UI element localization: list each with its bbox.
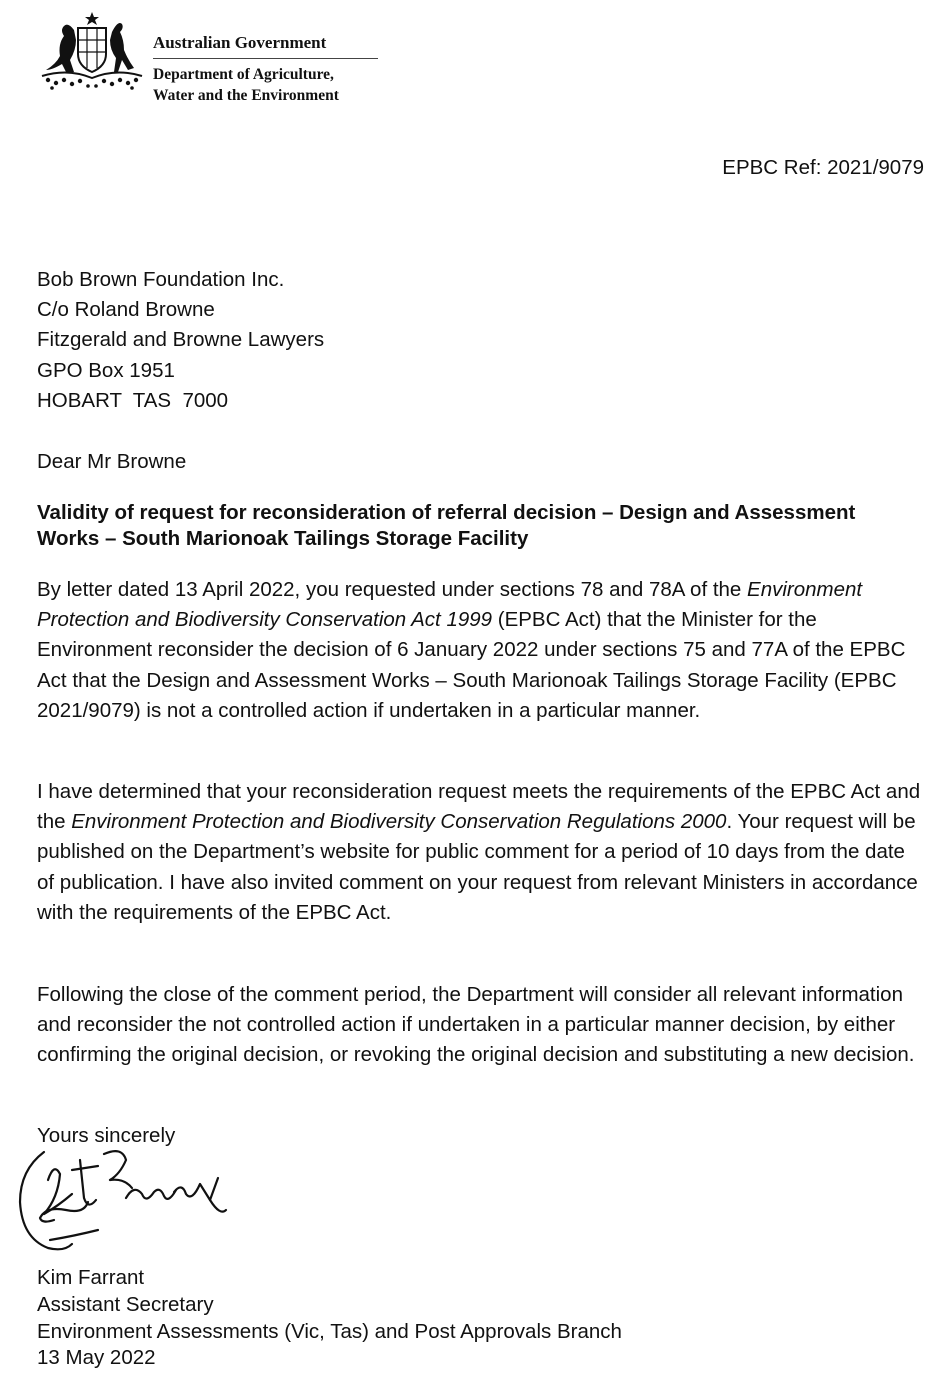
- paragraph-text: . Your request will be published on the Department’s website for public comment for a period of 10 days from the date of publication. I have also invited comment on your request from relevant Ministers in accordance with the requirements of the EPBC Act.: [37, 810, 918, 924]
- paragraph-text: I have determined that your reconsideration request meets the requirements of the EPBC Act and the: [37, 780, 921, 834]
- letter-date: 13 May 2022: [37, 1346, 156, 1370]
- body-paragraph-1: [37, 575, 921, 726]
- letterhead-divider: [153, 58, 378, 59]
- signatory-block: [37, 1265, 622, 1372]
- government-name: Australian Government: [153, 33, 327, 52]
- epbc-reference: EPBC Ref: 2021/9079: [722, 156, 924, 179]
- regulations-title: Environment Protection and Biodiversity Conservation Regulations 2000: [71, 810, 727, 834]
- letterhead: [153, 32, 378, 106]
- salutation: Dear Mr Browne: [37, 450, 187, 473]
- signatory-branch: Environment Assessments (Vic, Tas) and Post Approvals Branch: [37, 1319, 622, 1343]
- body-paragraph-2: [37, 777, 921, 928]
- address-line: Fitzgerald and Browne Lawyers: [37, 328, 325, 352]
- address-line: GPO Box 1951: [37, 358, 175, 382]
- signatory-name: Kim Farrant: [37, 1266, 145, 1289]
- act-title: Environment Protection and Biodiversity Conservation Act 1999: [37, 578, 863, 632]
- signatory-title: Assistant Secretary: [37, 1292, 214, 1316]
- department-name-line-1: Department of Agriculture,: [153, 66, 334, 83]
- address-line: HOBART TAS 7000: [37, 388, 229, 412]
- coat-of-arms-icon: [38, 10, 146, 92]
- department-name-line-2: Water and the Environment: [153, 87, 339, 104]
- body-paragraph-3: Following the close of the comment period, the Department will consider all relevant information and reconsider the not controlled action if undertaken in a particular manner decision, by either confirming the original decision, or revoking the original decision and substituting a new decision.: [37, 983, 915, 1067]
- address-line: C/o Roland Browne: [37, 298, 215, 322]
- paragraph-text: (EPBC Act) that the Minister for the Environment reconsider the decision of 6 January 2022 under sections 75 and 77A of the EPBC Act that the Design and Assessment Works – South Marionoak Tailings Storage Facility (EPBC 2021/9079) is not a controlled action if undertaken in a particular manner.: [37, 608, 906, 722]
- closing: Yours sincerely: [37, 1124, 176, 1147]
- subject-heading: Validity of request for reconsideration of referral decision – Design and Assessment Works – South Marionoak Tailings Storage Facility: [37, 501, 856, 550]
- handwritten-signature: [14, 1140, 229, 1255]
- address-line: Bob Brown Foundation Inc.: [37, 268, 285, 291]
- paragraph-text: By letter dated 13 April 2022, you requested under sections 78 and 78A of the: [37, 578, 748, 601]
- recipient-address: [37, 265, 324, 416]
